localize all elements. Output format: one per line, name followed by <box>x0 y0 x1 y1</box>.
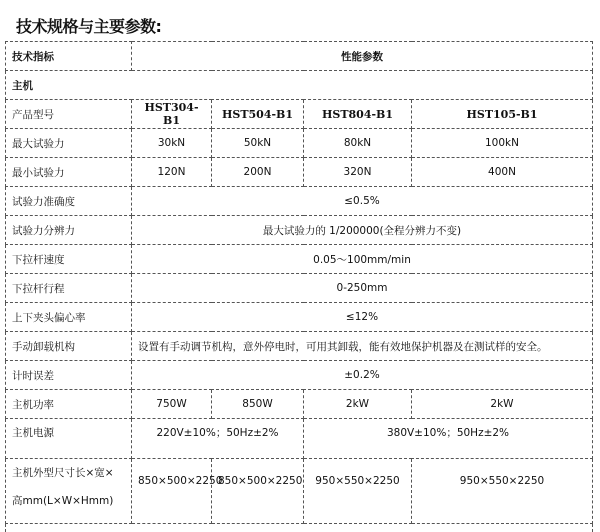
row-label <box>6 459 132 524</box>
table-row <box>6 332 593 361</box>
table-row-partial <box>6 524 593 532</box>
row-label: 上下夹头偏心率 <box>6 303 132 332</box>
cell: HST105-B1 <box>412 100 593 129</box>
cell: 50kN <box>212 129 304 158</box>
label-line: 主机外型尺寸长×宽× <box>12 459 125 487</box>
cell: 950×550×2250 <box>304 459 412 524</box>
table-row <box>6 274 593 303</box>
cell: 0-250mm <box>132 274 593 303</box>
cell: 80kN <box>304 129 412 158</box>
cell: 120N <box>132 158 212 187</box>
spec-table <box>5 41 593 532</box>
table-row <box>6 361 593 390</box>
row-label: 下拉杆行程 <box>6 274 132 303</box>
table-row <box>6 158 593 187</box>
row-label: 最小试验力 <box>6 158 132 187</box>
cell: 30kN <box>132 129 212 158</box>
cell: 设置有手动调节机构，意外停电时，可用其卸载，能有效地保护机器及在测试样的安全。 <box>132 332 593 361</box>
table-row <box>6 245 593 274</box>
table-row <box>6 390 593 419</box>
cell: 200N <box>212 158 304 187</box>
cell: 380V±10%；50Hz±2% <box>304 419 593 459</box>
cell: HST504-B1 <box>212 100 304 129</box>
cell: 850×500×2250 <box>212 459 304 524</box>
row-label: 计时误差 <box>6 361 132 390</box>
table-row <box>6 187 593 216</box>
table-header-row <box>6 42 593 71</box>
cell: 100kN <box>412 129 593 158</box>
row-label: 产品型号 <box>6 100 132 129</box>
row-label: 主机电源 <box>6 419 132 459</box>
row-label: 试验力分辨力 <box>6 216 132 245</box>
cell: 0.05～100mm/min <box>132 245 593 274</box>
cell: 750W <box>132 390 212 419</box>
cell: 850W <box>212 390 304 419</box>
header-spec: 技术指标 <box>6 42 132 71</box>
cell <box>6 524 593 532</box>
cell: 最大试验力的 1/200000(全程分辨力不变) <box>132 216 593 245</box>
section-title: 主机 <box>6 71 593 100</box>
cell: 950×550×2250 <box>412 459 593 524</box>
cell: 220V±10%；50Hz±2% <box>132 419 304 459</box>
row-label: 试验力准确度 <box>6 187 132 216</box>
row-label: 最大试验力 <box>6 129 132 158</box>
cell: ±0.2% <box>132 361 593 390</box>
table-row <box>6 303 593 332</box>
page-title: 技术规格与主要参数: <box>16 14 161 37</box>
table-row <box>6 459 593 524</box>
cell: 2kW <box>304 390 412 419</box>
header-performance: 性能参数 <box>132 42 593 71</box>
table-row <box>6 216 593 245</box>
cell: 2kW <box>412 390 593 419</box>
label-line: 高mm(L×W×Hmm) <box>12 487 125 515</box>
cell: ≤12% <box>132 303 593 332</box>
table-row <box>6 100 593 129</box>
cell: 400N <box>412 158 593 187</box>
section-row <box>6 71 593 100</box>
cell: ≤0.5% <box>132 187 593 216</box>
cell: HST304-B1 <box>132 100 212 129</box>
cell: HST804-B1 <box>304 100 412 129</box>
cell: 320N <box>304 158 412 187</box>
row-label: 主机功率 <box>6 390 132 419</box>
row-label: 手动卸载机构 <box>6 332 132 361</box>
row-label: 下拉杆速度 <box>6 245 132 274</box>
table-row <box>6 419 593 459</box>
cell: 850×500×2250 <box>132 459 212 524</box>
table-row <box>6 129 593 158</box>
